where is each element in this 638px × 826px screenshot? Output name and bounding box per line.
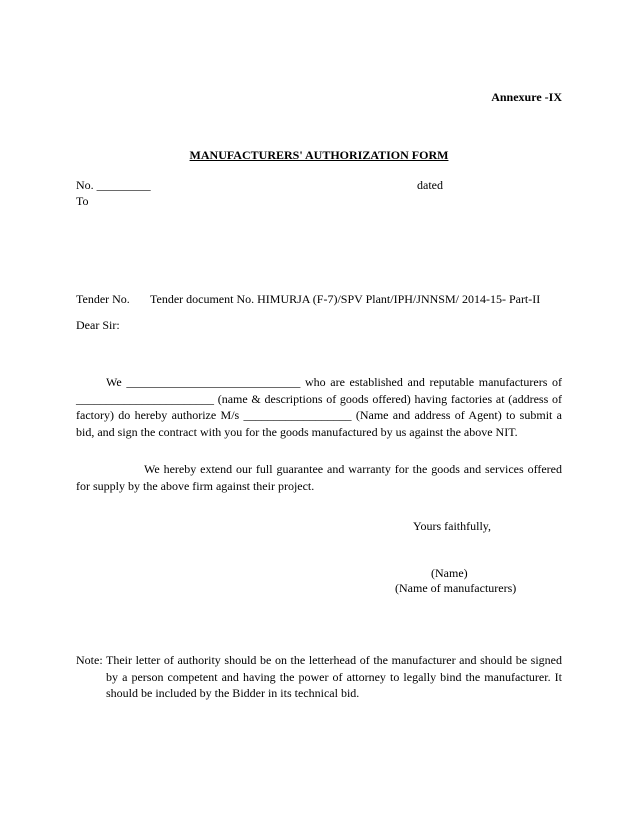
- addressee-label: To: [76, 194, 89, 208]
- authorization-paragraph: We _____________________________ who are established and reputable manufacturers of _______________________ (name & descriptions of goods offered) having factories at (address of factory) do hereby authorize M/s __________________ (Name and address of Agent) to submit a bid, and sign the contract with you for the goods manufactured by us against the above NIT.: [76, 375, 562, 439]
- note-label: Note:: [76, 653, 103, 667]
- reference-number-line: No. _________: [76, 178, 151, 192]
- dated-label: dated: [417, 178, 443, 192]
- guarantee-paragraph: We hereby extend our full guarantee and warranty for the goods and services offered for supply by the above firm against their project.: [76, 462, 562, 493]
- annexure-label: Annexure -IX: [491, 90, 562, 104]
- salutation: Dear Sir:: [76, 318, 120, 332]
- note-block: [76, 652, 562, 702]
- tender-reference: [76, 292, 540, 307]
- tender-number-label: Tender No.: [76, 292, 130, 306]
- closing-phrase: Yours faithfully,: [413, 519, 492, 533]
- note-text: Their letter of authority should be on the letterhead of the manufacturer and should be signed by a person competent and having the power of attorney to legally bind the manufacturer. It should be included by the Bidder in its technical bid.: [106, 653, 562, 701]
- signatory-name-placeholder: (Name): [431, 566, 468, 580]
- form-title: MANUFACTURERS' AUTHORIZATION FORM: [189, 148, 449, 162]
- manufacturer-name-placeholder: (Name of manufacturers): [395, 581, 517, 595]
- tender-document-number: Tender document No. HIMURJA (F-7)/SPV Plant/IPH/JNNSM/ 2014-15- Part-II: [150, 292, 541, 306]
